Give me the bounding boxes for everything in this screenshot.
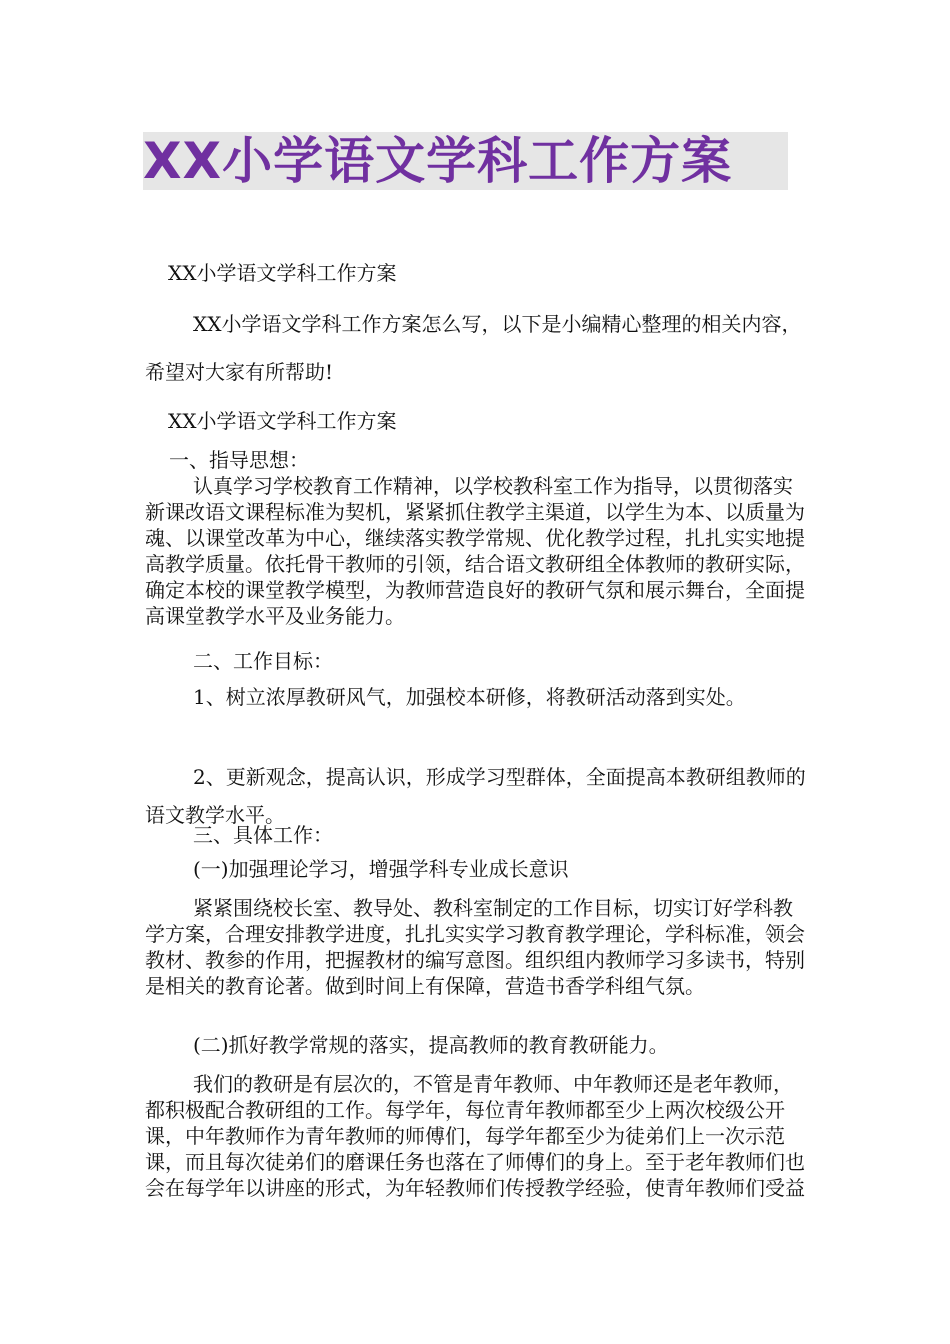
document-title: XX小学语文学科工作方案 <box>143 132 733 190</box>
subsection-1-body: 紧紧围绕校长室、教导处、教科室制定的工作目标，切实订好学科教学方案，合理安排教学进度，扎扎实实学习教育教学理论，学科标准，领会教材、教参的作用，把握教材的编写意图。组织组内教师学习多读书，特别是相关的教育论著。做到时间上有保障，营造书香学科组气氛。 <box>145 896 805 998</box>
subsection-2-title: (二)抓好教学常规的落实，提高教师的教育教研能力。 <box>193 1033 669 1057</box>
section-1-title: 一、指导思想： <box>169 448 309 472</box>
subsection-1-title: (一)加强理论学习，增强学科专业成长意识 <box>193 857 569 881</box>
goal-2: 2、更新观念，提高认识，形成学习型群体，全面提高本教研组教师的语文教学水平。 <box>145 765 806 827</box>
goal-1: 1、树立浓厚教研风气，加强校本研修，将教研活动落到实处。 <box>193 685 746 709</box>
section-1-body: 认真学习学校教育工作精神，以学校教科室工作为指导，以贯彻落实新课改语文课程标准为契机，紧紧抓住教学主渠道，以学生为本、以质量为魂、以课堂改革为中心，继续落实教学常规、优化教学过程，扎扎实实地提高教学质量。依托骨干教师的引领，结合语文教研组全体教师的教研实际，确定本校的课堂教学模型，为教师营造良好的教研气氛和展示舞台，全面提高课堂教学水平及业务能力。 <box>145 474 805 628</box>
section-3-title: 三、具体工作： <box>193 823 333 847</box>
subsection-2-body: 我们的教研是有层次的，不管是青年教师、中年教师还是老年教师，都积极配合教研组的工作。每学年，每位青年教师都至少上两次校级公开课，中年教师作为青年教师的师傅们，每学年都至少为徒弟们上一次示范课，而且每次徒弟们的磨课任务也落在了师傅们的身上。至于老年教师们也会在每学年以讲座的形式，为年轻教师们传授教学经验，使青年教师们受益 <box>145 1072 805 1200</box>
heading-repeat-2: XX小学语文学科工作方案 <box>168 409 397 433</box>
heading-repeat-1: XX小学语文学科工作方案 <box>168 261 397 285</box>
intro-paragraph: XX小学语文学科工作方案怎么写，以下是小编精心整理的相关内容，希望对大家有所帮助! <box>145 312 802 384</box>
section-2-title: 二、工作目标： <box>193 649 333 673</box>
